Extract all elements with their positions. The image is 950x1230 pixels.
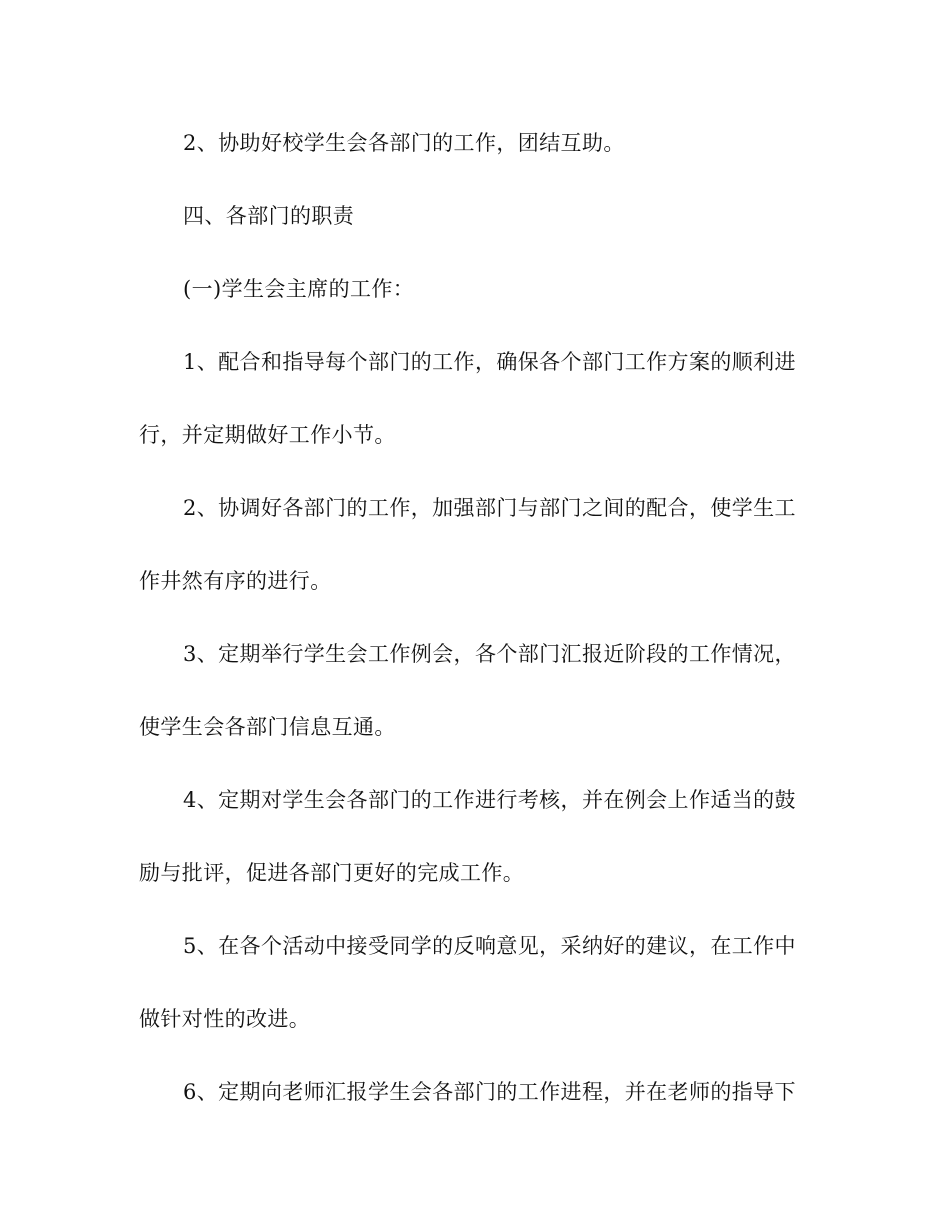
text-line: 1、配合和指导每个部门的工作，确保各个部门工作方案的顺利进 xyxy=(183,350,796,374)
text-line: 2、协助好校学生会各部门的工作，团结互助。 xyxy=(183,131,625,155)
text-line: 2、协调好各部门的工作，加强部门与部门之间的配合，使学生工 xyxy=(183,496,796,520)
text-line: 作井然有序的进行。 xyxy=(139,569,332,593)
text-line: 励与批评，促进各部门更好的完成工作。 xyxy=(139,861,525,885)
text-line: 3、定期举行学生会工作例会，各个部门汇报近阶段的工作情况， xyxy=(183,642,796,666)
text-line: 行，并定期做好工作小节。 xyxy=(139,423,396,447)
text-line: 做针对性的改进。 xyxy=(139,1007,311,1031)
text-line: 6、定期向老师汇报学生会各部门的工作进程，并在老师的指导下 xyxy=(183,1080,796,1104)
text-line: 5、在各个活动中接受同学的反响意见，采纳好的建议，在工作中 xyxy=(183,934,796,958)
section-heading: 四、各部门的职责 xyxy=(183,204,355,228)
text-line: 4、定期对学生会各部门的工作进行考核，并在例会上作适当的鼓 xyxy=(183,788,796,812)
subsection-heading: (一)学生会主席的工作： xyxy=(183,277,415,301)
text-line: 使学生会各部门信息互通。 xyxy=(139,715,396,739)
